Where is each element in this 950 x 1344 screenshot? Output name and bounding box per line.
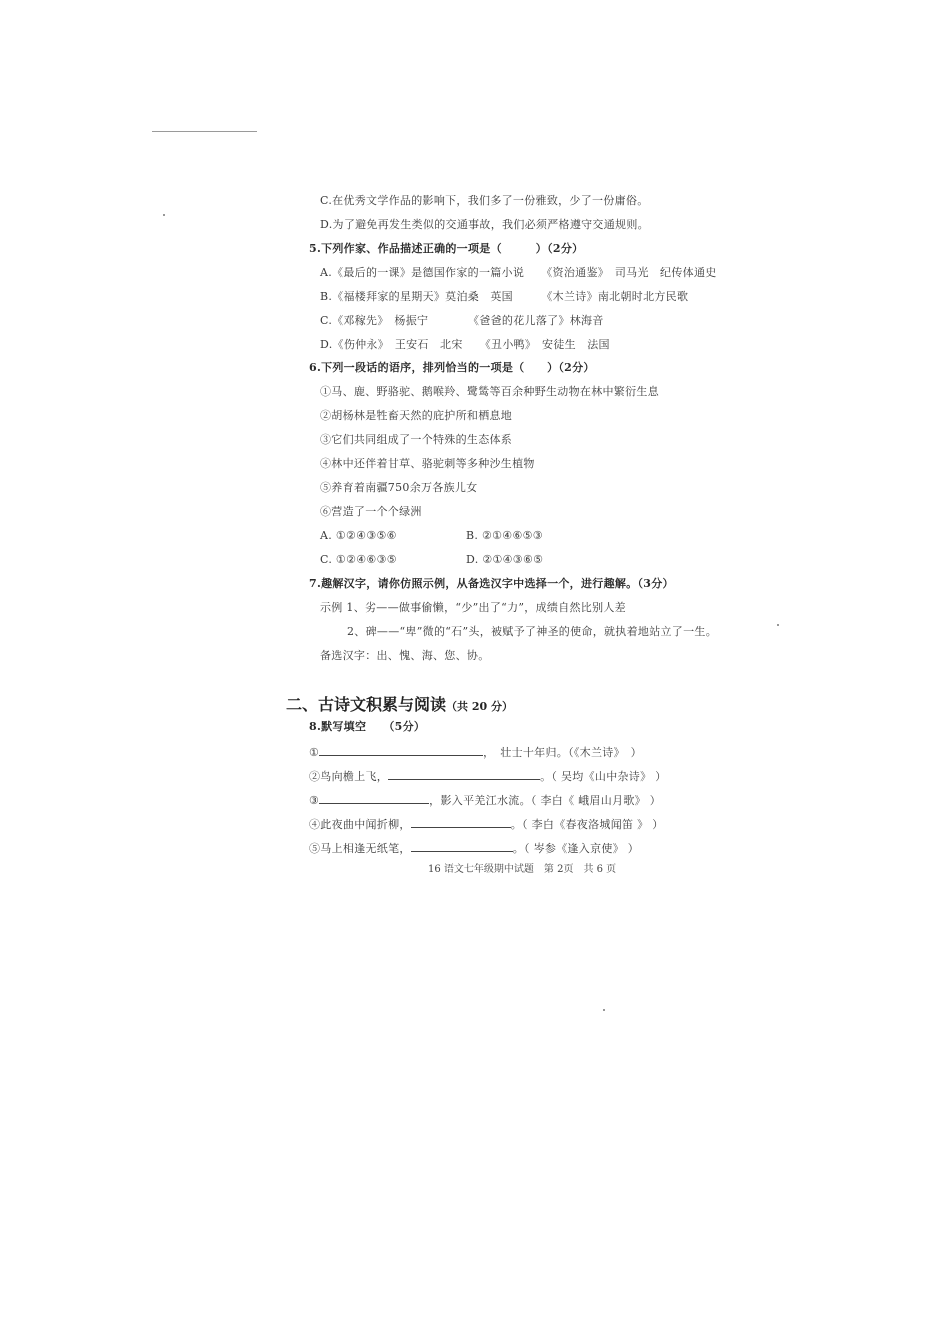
q8-blank-2[interactable]: [388, 768, 540, 780]
q8-line-5: [309, 840, 639, 856]
q6-sentence-3: ③它们共同组成了一个特殊的生态体系: [320, 433, 513, 446]
q8-line-5-prefix: ⑤马上相逢无纸笔，: [309, 842, 411, 855]
header-rule: [152, 131, 257, 132]
q5-option-a: A.《最后的一课》是德国作家的一篇小说 《资治通鉴》 司马光 纪传体通史: [320, 266, 717, 279]
q8-blank-5[interactable]: [411, 840, 513, 852]
q6-option-a: A. ①②④③⑤⑥: [320, 529, 397, 542]
q8-line-2-prefix: ②鸟向檐上飞，: [309, 770, 389, 783]
q8-line-1: [309, 744, 642, 760]
q8-line-2-suffix: 。（ 吴均《山中杂诗》 ）: [540, 770, 667, 783]
q6-option-b: B. ②①④⑥⑤③: [466, 529, 543, 542]
q6-sentence-1: ①马、鹿、野骆驼、鹅喉羚、鹭鸶等百余种野生动物在林中繁衍生息: [320, 385, 659, 398]
q8-line-1-suffix: ， 壮士十年归。（《木兰诗》 ）: [483, 746, 642, 759]
q8-line-2: [309, 768, 667, 784]
q6-sentence-5: ⑤养育着南疆750余万各族儿女: [320, 481, 478, 494]
q5-stem: 5.下列作家、作品描述正确的一项是（ ）（2分）: [309, 242, 584, 255]
q6-option-c: C. ①②④⑥③⑤: [320, 553, 397, 566]
q4-option-c: C.在优秀文学作品的影响下，我们多了一份雅致，少了一份庸俗。: [320, 194, 649, 207]
scan-speck: [163, 214, 165, 216]
scan-speck: [777, 624, 779, 626]
q7-stem: 7.趣解汉字，请你仿照示例，从备选汉字中选择一个，进行趣解。（3分）: [309, 577, 674, 590]
q4-option-d: D.为了避免再发生类似的交通事故，我们必须严格遵守交通规则。: [320, 218, 649, 231]
q8-line-3: [309, 792, 661, 808]
q7-example-1: 示例 1、劣——做事偷懒，“少”出了“力”，成绩自然比别人差: [320, 601, 626, 614]
q8-stem: 8.默写填空 （5分）: [309, 720, 426, 733]
page-footer: 16 语文七年级期中试题 第 2页 共 6 页: [428, 864, 617, 875]
q8-line-1-prefix: ①: [309, 746, 320, 759]
q8-blank-3[interactable]: [319, 792, 429, 804]
section-2-title: [286, 692, 513, 715]
q6-sentence-2: ②胡杨林是牲畜天然的庇护所和栖息地: [320, 409, 513, 422]
q6-sentence-6: ⑥营造了一个个绿洲: [320, 505, 422, 518]
scan-speck: [603, 1009, 605, 1011]
q8-line-3-suffix: ，影入平羌江水流。（ 李白《 峨眉山月歌》 ）: [429, 794, 662, 807]
q5-option-b: B.《福楼拜家的星期天》莫泊桑 英国 《木兰诗》南北朝时北方民歌: [320, 290, 689, 303]
q7-example-2: 2、碑——“卑”微的“石”头，被赋予了神圣的使命，就执着地站立了一生。: [347, 625, 717, 638]
q6-stem: 6.下列一段话的语序，排列恰当的一项是（ ）（2分）: [309, 361, 595, 374]
q5-option-d: D.《伤仲永》 王安石 北宋 《丑小鸭》 安徒生 法国: [320, 338, 610, 351]
q8-blank-1[interactable]: [319, 744, 483, 756]
q8-line-4-suffix: 。（ 李白《春夜洛城闻笛 》 ）: [510, 818, 664, 831]
q8-line-3-prefix: ③: [309, 794, 320, 807]
section-2-points: （共 20 分）: [446, 700, 513, 713]
q8-line-4-prefix: ④此夜曲中闻折柳，: [309, 818, 411, 831]
section-2-heading: 二、古诗文积累与阅读: [286, 695, 447, 714]
q6-option-d: D. ②①④③⑥⑤: [466, 553, 544, 566]
q8-line-5-suffix: 。（ 岑参《逢入京使》 ）: [512, 842, 640, 855]
q7-choices: 备选汉字：出、愧、海、您、协。: [320, 649, 490, 662]
q6-sentence-4: ④林中还伴着甘草、骆驼刺等多种沙生植物: [320, 457, 535, 470]
q8-blank-4[interactable]: [411, 816, 511, 828]
q8-line-4: [309, 816, 664, 832]
q5-option-c: C.《邓稼先》 杨振宁 《爸爸的花儿落了》林海音: [320, 314, 604, 327]
